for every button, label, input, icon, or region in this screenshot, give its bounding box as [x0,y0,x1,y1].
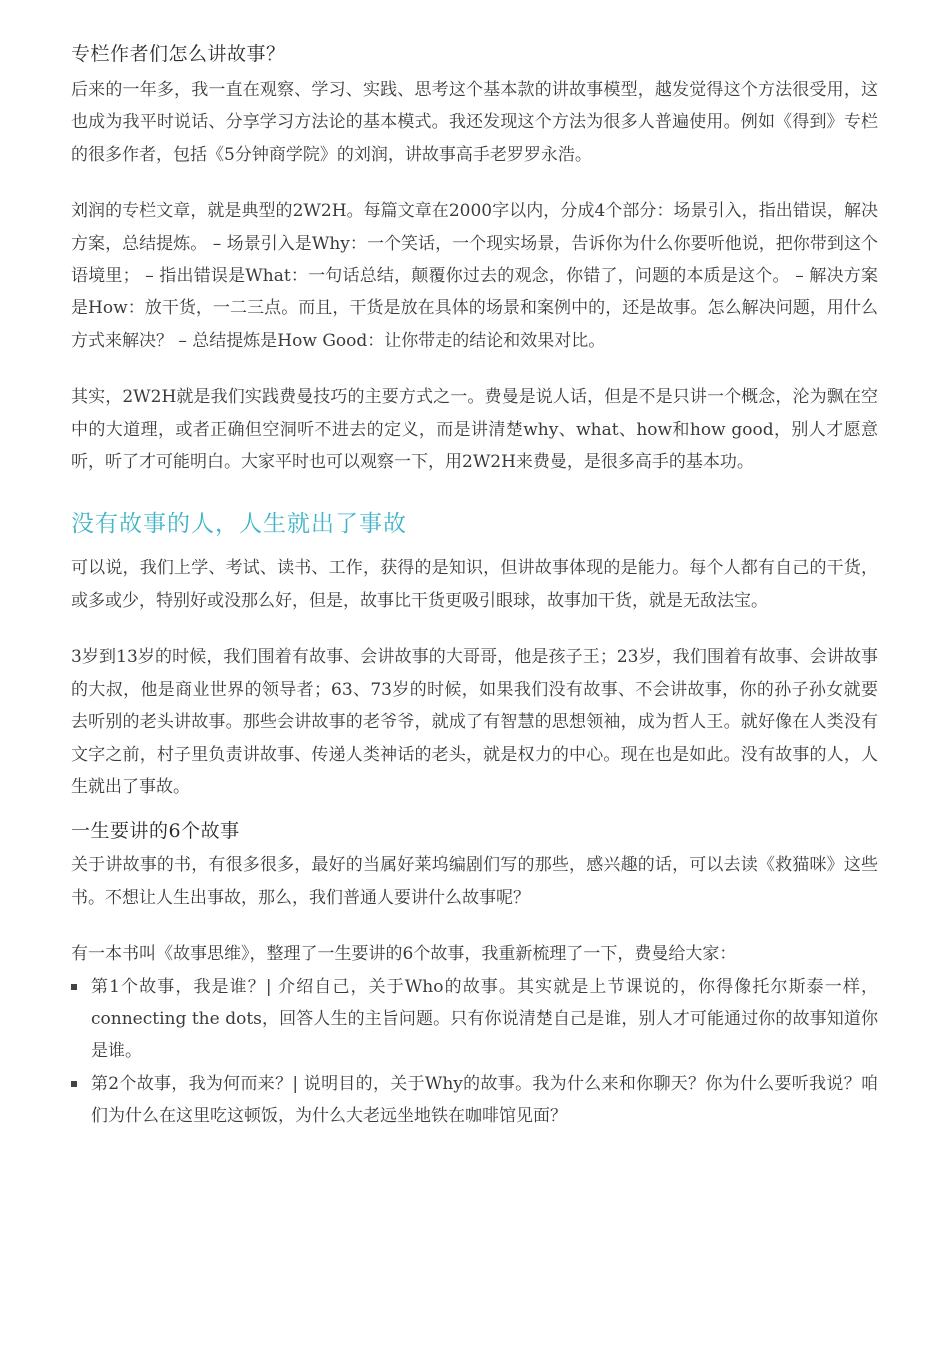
bullet-square-icon [71,984,77,990]
section-heading-no-story: 没有故事的人，人生就出了事故 [71,511,407,538]
paragraph: 有一本书叫《故事思维》，整理了一生要讲的6个故事，我重新梳理了一下，费曼给大家： [71,944,737,965]
list-item [71,971,878,1068]
bullet-square-icon [71,1081,77,1087]
paragraph: 后来的一年多，我一直在观察、学习、实践、思考这个基本款的讲故事模型，越发觉得这个方法很受用，这也成为我平时说话、分享学习方法论的基本模式。我还发现这个方法为很多人普遍使用。例如《得到》专栏的很多作者，包括《5分钟商学院》的刘润，讲故事高手老罗罗永浩。 [71,80,878,165]
list-item [71,1068,878,1133]
list-item-text: 第1个故事，我是谁？| 介绍自己，关于Who的故事。其实就是上节课说的，你得像托尔斯泰一样，connecting the dots，回答人生的主旨问题。只有你说清楚自己是谁，别人才可能通过你的故事知道你是谁。 [91,976,878,1062]
paragraph: 刘润的专栏文章，就是典型的2W2H。每篇文章在2000字以内，分成4个部分：场景引入，指出错误，解决方案，总结提炼。 – 场景引入是Why：一个笑话，一个现实场景，告诉你为什么你要听他说，把你带到这个语境里； – 指出错误是What：一句话总结，颠覆你过去的观念，你错了，问题的本质是这个。 – 解决方案是How：放干货，一二三点。而且，干货是放在具体的场景和案例中的，还是故事。怎么解决问题，用什么方式来解决？ – 总结提炼是How Good：让你带走的结论和效果对比。 [71,201,878,351]
section-heading-six-stories: 一生要讲的6个故事 [71,820,240,843]
list-item-text: 第2个故事，我为何而来？| 说明目的，关于Why的故事。我为什么来和你聊天？你为什么要听我说？咱们为什么在这里吃这顿饭，为什么大老远坐地铁在咖啡馆见面？ [91,1073,878,1127]
paragraph: 3岁到13岁的时候，我们围着有故事、会讲故事的大哥哥，他是孩子王；23岁，我们围着有故事、会讲故事的大叔，他是商业世界的领导者；63、73岁的时候，如果我们没有故事、不会讲故事，你的孙子孙女就要去听别的老头讲故事。那些会讲故事的老爷爷，就成了有智慧的思想领袖，成为哲人王。就好像在人类没有文字之前，村子里负责讲故事、传递人类神话的老头，就是权力的中心。现在也是如此。没有故事的人，人生就出了事故。 [71,647,878,797]
paragraph: 可以说，我们上学、考试、读书、工作，获得的是知识，但讲故事体现的是能力。每个人都有自己的干货，或多或少，特别好或没那么好，但是，故事比干货更吸引眼球，故事加干货，就是无敌法宝。 [71,558,878,611]
section-heading-columnists: 专栏作者们怎么讲故事？ [71,43,286,65]
story-list [71,971,878,1133]
paragraph: 关于讲故事的书，有很多很多，最好的当属好莱坞编剧们写的那些，感兴趣的话，可以去读《救猫咪》这些书。不想让人生出事故，那么，我们普通人要讲什么故事呢？ [71,855,878,908]
paragraph: 其实，2W2H就是我们实践费曼技巧的主要方式之一。费曼是说人话，但是不是只讲一个概念，沦为飘在空中的大道理，或者正确但空洞听不进去的定义，而是讲清楚why、what、how和how good，别人才愿意听，听了才可能明白。大家平时也可以观察一下，用2W2H来费曼，是很多高手的基本功。 [71,387,878,473]
